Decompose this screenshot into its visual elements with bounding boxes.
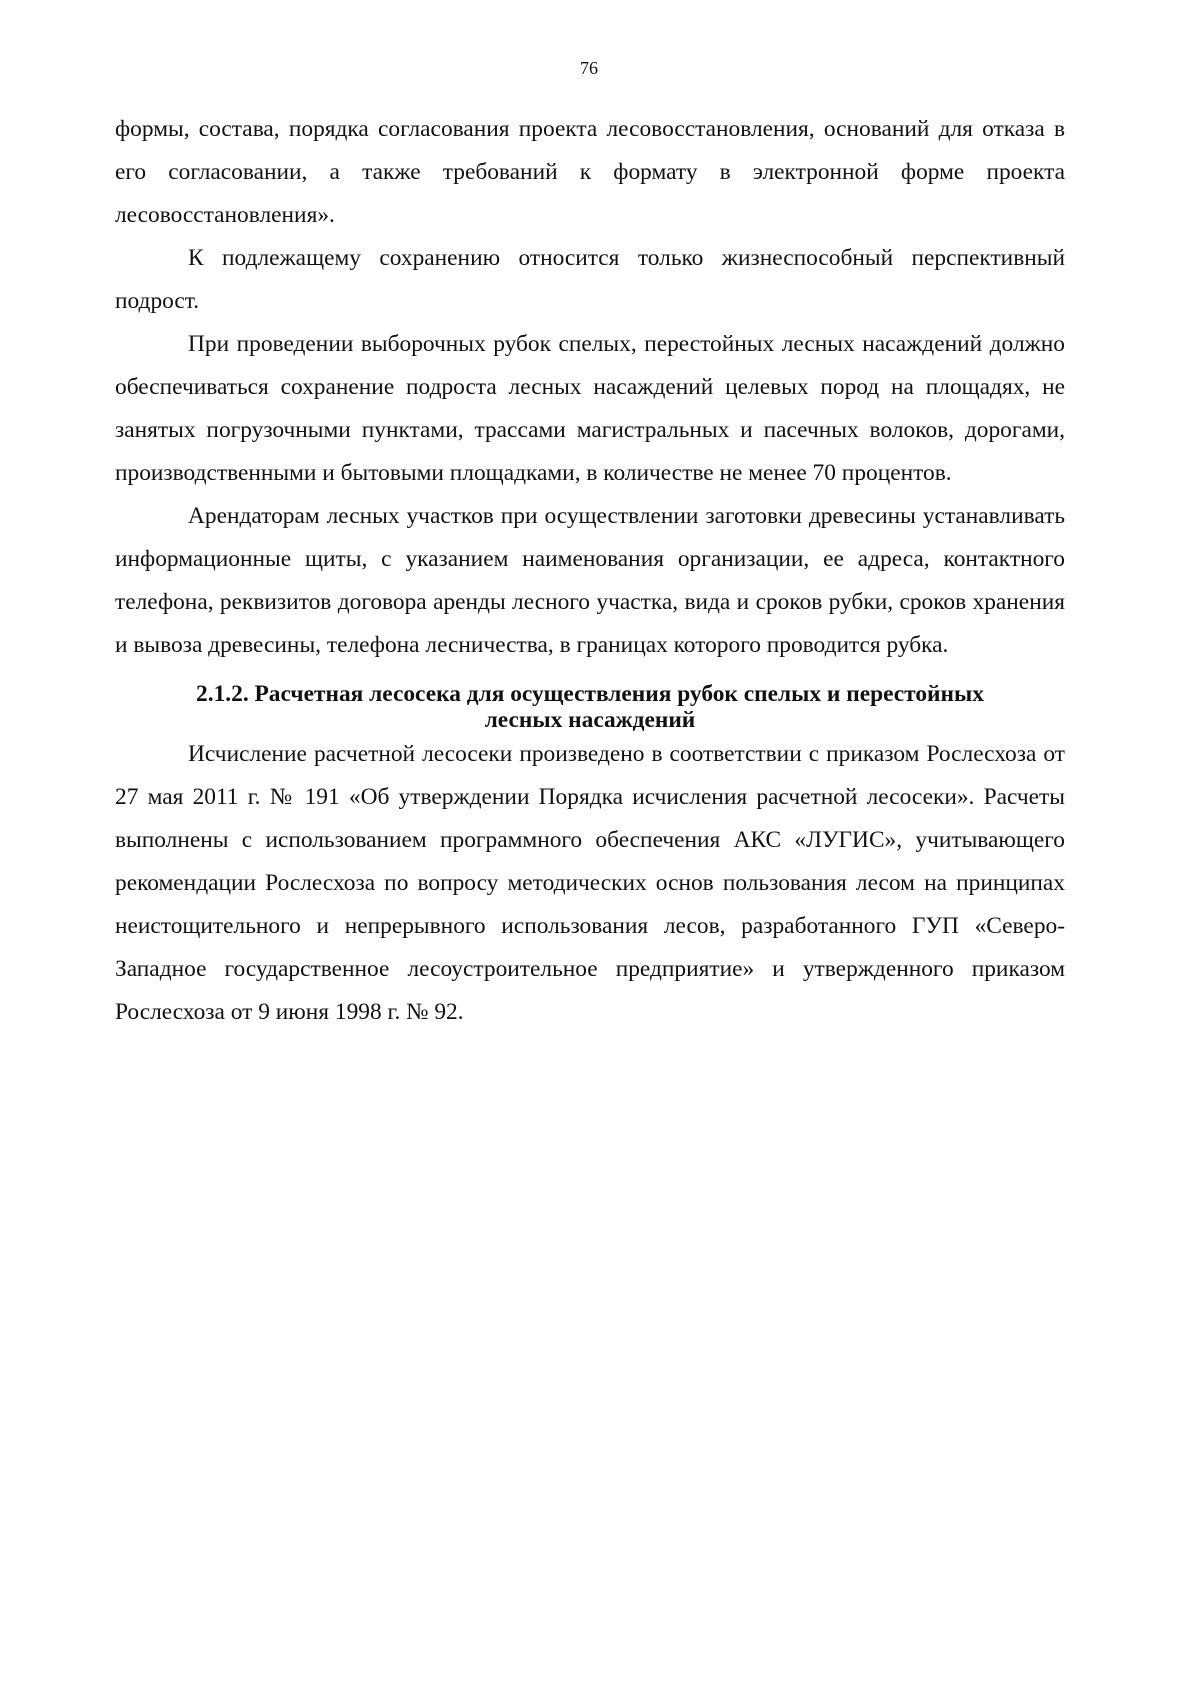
paragraph-undergrowth-preservation: К подлежащему сохранению относится только жизнеспособный перспективный подрост. bbox=[115, 245, 1065, 314]
paragraph-allowable-cut: Исчисление расчетной лесосеки произведено в соответствии с приказом Рослесхоза от 27 мая 2011 г. № 191 «Об утверждении Порядка исчисления расчетной лесосеки». Расчеты выполнены с использованием программного обеспечения АКС «ЛУГИС», учитывающего рекомендации Рослесхоза по вопросу методических основ пользования лесом на принципах неистощительного и непрерывного использования лесов, разработанного ГУП «Северо-Западное государственное лесоустроительное предприятие» и утвержденного приказом Рослесхоза от 9 июня 1998 г. № 92. bbox=[115, 741, 1065, 1025]
section-heading bbox=[115, 667, 1065, 733]
section-heading-line-2: лесных насаждений bbox=[484, 707, 696, 733]
paragraph-information-boards: Арендаторам лесных участков при осуществлении заготовки древесины устанавливать информационные щиты, с указанием наименования организации, ее адреса, контактного телефона, реквизитов договора аренды лесного участка, вида и сроков рубки, сроков хранения и вывоза древесины, телефона лесничества, в границах которого проводится рубка. bbox=[115, 503, 1065, 658]
page-content bbox=[115, 108, 1065, 1034]
paragraph-continuation: формы, состава, порядка согласования проекта лесовосстановления, оснований для отказа в его согласовании, а также требований к формату в электронной форме проекта лесовосстановления». bbox=[115, 116, 1065, 228]
section-heading-line-1: 2.1.2. Расчетная лесосека для осуществления рубок спелых и перестойных bbox=[196, 681, 984, 707]
page-number: 76 bbox=[580, 58, 598, 78]
paragraph-selective-felling: При проведении выборочных рубок спелых, перестойных лесных насаждений должно обеспечиваться сохранение подроста лесных насаждений целевых пород на площадях, не занятых погрузочными пунктами, трассами магистральных и пасечных волоков, дорогами, производственными и бытовыми площадками, в количестве не менее 70 процентов. bbox=[115, 331, 1065, 486]
